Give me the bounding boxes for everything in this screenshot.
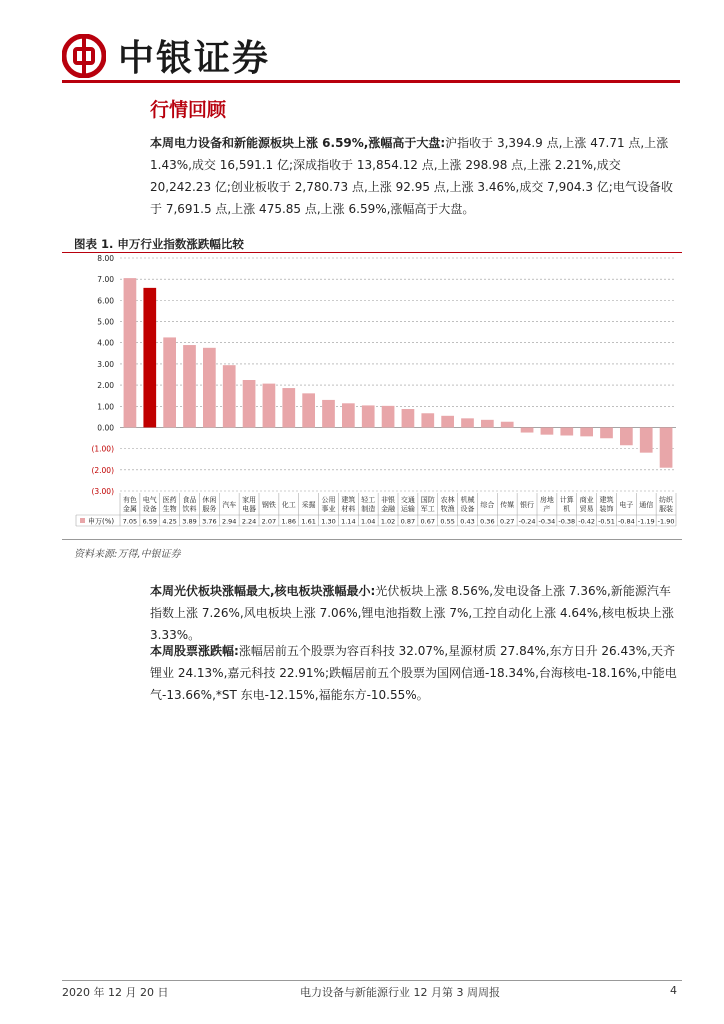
y-tick-label: 0.00 <box>97 423 114 433</box>
bar <box>541 427 554 434</box>
bar <box>402 409 415 427</box>
value-label: 0.43 <box>460 517 475 526</box>
category-label: 银行 <box>520 501 535 509</box>
y-tick-label: 7.00 <box>97 275 114 285</box>
bar <box>461 418 474 427</box>
bar <box>322 400 335 428</box>
category-label: 交通运输 <box>400 496 415 513</box>
figure-top-rule <box>62 252 682 253</box>
bar <box>481 420 494 428</box>
paragraph-stock-performance <box>150 640 682 706</box>
bar <box>660 427 673 467</box>
y-tick-label: 1.00 <box>97 402 114 412</box>
value-label: 1.61 <box>301 517 316 526</box>
y-tick-label: 5.00 <box>97 317 114 327</box>
bar <box>521 427 534 432</box>
figure-source: 资料来源:万得,中银证券 <box>74 549 181 560</box>
category-label: 电气设备 <box>142 496 157 513</box>
category-label: 公用事业 <box>321 496 336 513</box>
value-label: 2.24 <box>241 517 257 526</box>
paragraph-body: 沪指收于 3,394.9 点,上涨 47.71 点,上涨 1.43%,成交 16,591.1 亿;深成指收于 13,854.12 点,上涨 298.98 点,上涨 2.21%,成交 20,242.23 亿;创业板收于 2,780.73 点,上涨 92.95 点,上涨 3.46%,成交 7,904.3 亿;电气设备收于 7,691.5 点,上涨 475.85 点,上涨 6.59%,涨幅高于大盘。 <box>150 136 673 216</box>
bar <box>203 348 216 428</box>
value-label: 4.25 <box>162 517 177 526</box>
y-tick-label: 8.00 <box>97 254 114 263</box>
paragraph-body: 光伏板块上涨 8.56%,发电设备上涨 7.36%,新能源汽车指数上涨 7.26%,风电板块上涨 7.06%,锂电池指数上涨 7%,工控自动化上涨 4.64%,核电板块上涨 3.33%。 <box>150 584 674 642</box>
paragraph-market-review <box>150 132 682 220</box>
bar <box>620 427 633 445</box>
category-label: 化工 <box>281 501 296 509</box>
value-label: -1.19 <box>637 517 655 526</box>
section-title: 行情回顾 <box>150 99 227 121</box>
category-label: 电子 <box>619 501 634 509</box>
y-tick-label: 2.00 <box>97 381 114 391</box>
legend-swatch <box>80 518 85 523</box>
value-label: 0.55 <box>440 517 455 526</box>
footer-date: 2020 年 12 月 20 日 <box>62 986 169 999</box>
category-label: 计算机 <box>559 496 574 513</box>
category-label: 休闲服务 <box>202 496 217 513</box>
value-label: -0.51 <box>598 517 615 526</box>
bar <box>600 427 613 438</box>
y-tick-label: (3.00) <box>91 487 114 496</box>
category-label: 有色金属 <box>122 496 137 513</box>
value-label: -0.34 <box>538 517 556 526</box>
bar <box>580 427 593 436</box>
bar <box>302 393 315 427</box>
category-label: 纺织服装 <box>659 496 674 513</box>
category-label: 综合 <box>480 501 495 509</box>
bar <box>342 403 355 427</box>
value-label: 1.14 <box>341 517 356 526</box>
bar <box>640 427 653 452</box>
category-label: 建筑材料 <box>341 496 356 513</box>
category-label: 建筑装饰 <box>599 496 614 513</box>
value-label: 0.87 <box>400 517 416 526</box>
paragraph-lead: 本周股票涨跌幅: <box>150 644 239 658</box>
value-label: 1.30 <box>321 517 336 526</box>
value-label: 6.59 <box>142 517 158 526</box>
footer-divider <box>62 980 682 981</box>
bar <box>560 427 573 435</box>
bar <box>183 345 196 427</box>
bar <box>501 422 514 428</box>
category-label: 非银金融 <box>381 496 396 513</box>
category-label: 商业贸易 <box>579 496 594 513</box>
bar <box>441 416 454 428</box>
value-label: -0.38 <box>558 517 576 526</box>
value-label: 3.89 <box>182 517 197 526</box>
paragraph-body: 涨幅居前五个股票为容百科技 32.07%,星源材质 27.84%,东方日升 26.43%,天齐锂业 24.13%,嘉元科技 22.91%;跌幅居前五个股票为国网信通-18.34%,台海核电-18.16%,中能电气-13.66%,*ST 东电-12.15%,福能东方-10.55%。 <box>150 644 677 702</box>
bar <box>124 278 137 427</box>
value-label: -0.84 <box>617 517 635 526</box>
figure-title: 图表 1. 申万行业指数涨跌幅比较 <box>74 237 244 251</box>
value-label: 0.67 <box>420 517 436 526</box>
footer-page-number: 4 <box>670 984 677 997</box>
bar <box>163 337 176 427</box>
bar <box>223 365 236 427</box>
category-label: 房地产 <box>539 496 554 513</box>
value-label: -1.90 <box>657 517 675 526</box>
industry-index-bar-chart <box>62 254 682 538</box>
bar <box>282 388 295 427</box>
category-label: 采掘 <box>301 501 316 509</box>
y-tick-label: 3.00 <box>97 359 114 369</box>
category-label: 传媒 <box>500 501 515 509</box>
y-tick-label: 6.00 <box>97 296 114 306</box>
bank-of-china-logo-icon <box>62 34 106 78</box>
paragraph-lead: 本周电力设备和新能源板块上涨 6.59%,涨幅高于大盘: <box>150 136 446 150</box>
bar <box>263 384 276 428</box>
category-label: 通信 <box>639 501 654 509</box>
value-label: 2.07 <box>261 517 277 526</box>
figure-bottom-rule <box>62 539 682 540</box>
category-label: 农林牧渔 <box>440 496 455 513</box>
category-label: 汽车 <box>222 501 237 509</box>
value-label: 7.05 <box>122 517 138 526</box>
bar <box>382 406 395 428</box>
bar <box>362 405 375 427</box>
y-tick-label: (2.00) <box>91 465 114 475</box>
category-label: 医药生物 <box>162 496 177 513</box>
paragraph-sector-performance <box>150 580 682 646</box>
value-label: -0.24 <box>518 517 536 526</box>
header-divider <box>62 80 680 83</box>
value-label: 1.86 <box>281 517 297 526</box>
y-tick-label: (1.00) <box>91 444 114 454</box>
value-label: 3.76 <box>202 517 217 526</box>
value-label: 1.02 <box>380 517 396 526</box>
category-label: 轻工制造 <box>361 496 376 513</box>
value-label: 2.94 <box>221 517 237 526</box>
value-label: -0.42 <box>578 517 596 526</box>
category-label: 家用电器 <box>242 496 257 513</box>
bar <box>143 288 156 428</box>
paragraph-lead: 本周光伏板块涨幅最大,核电板块涨幅最小: <box>150 584 376 598</box>
bar <box>421 413 434 427</box>
page-header <box>62 28 662 88</box>
legend-label: 申万(%) <box>88 517 115 526</box>
category-label: 钢铁 <box>261 501 276 509</box>
value-label: 0.36 <box>480 517 495 526</box>
y-tick-label: 4.00 <box>97 338 114 348</box>
footer-report-title: 电力设备与新能源行业 12 月第 3 周周报 <box>300 986 500 999</box>
bar <box>243 380 256 427</box>
brand-name: 中银证券 <box>118 37 271 79</box>
value-label: 0.27 <box>499 517 515 526</box>
value-label: 1.04 <box>360 517 376 526</box>
category-label: 食品饮料 <box>182 496 197 513</box>
category-label: 机械设备 <box>460 496 475 513</box>
category-label: 国防军工 <box>420 496 435 513</box>
